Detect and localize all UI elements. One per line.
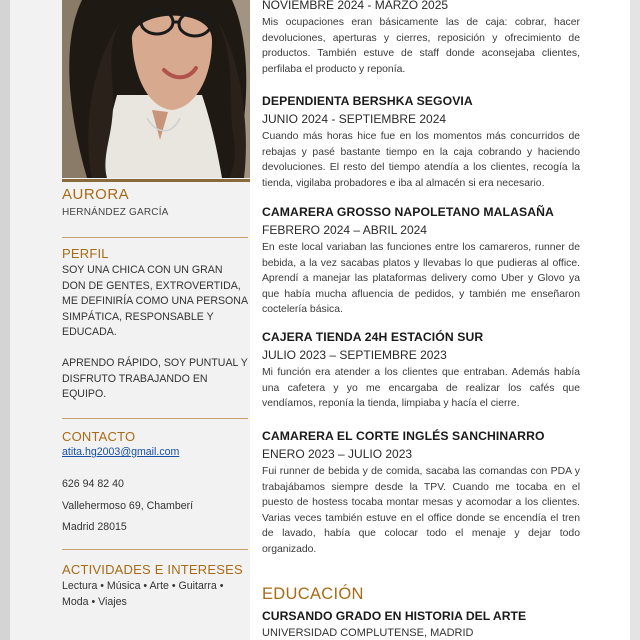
activities-line: Lectura • Música • Arte • Guitarra •	[62, 580, 224, 592]
experience-title: CAMARERA GROSSO NAPOLETANO MALASAÑA	[262, 205, 554, 219]
education-title: CURSANDO GRADO EN HISTORIA DEL ARTE	[262, 609, 527, 623]
experience-date: JULIO 2023 – SEPTIEMBRE 2023	[262, 348, 447, 362]
phone-number: 626 94 82 40	[62, 478, 124, 490]
experience-description: Cuando más horas hice fue en los momentos más concurridos de rebajas y pasé bastante tiempo en la caja cobrando y haciendo devoluciones. El resto del tiempo atendía a los clientes, recogía la tienda, vigilaba probadores e iba al almacén si era necesario.	[262, 131, 580, 189]
experience-date: JUNIO 2024 - SEPTIEMBRE 2024	[262, 112, 447, 126]
experience-item	[262, 0, 580, 77]
scan-edge-right	[630, 0, 640, 640]
section-divider	[62, 237, 248, 238]
profile-photo	[62, 0, 250, 178]
activities-heading: ACTIVIDADES E INTERESES	[62, 562, 243, 577]
experience-item	[262, 429, 580, 558]
experience-title: CAJERA TIENDA 24H ESTACIÓN SUR	[262, 330, 484, 344]
experience-date: FEBRERO 2024 – ABRIL 2024	[262, 223, 427, 237]
activities-line: Moda • Viajes	[62, 596, 127, 608]
section-divider	[62, 549, 248, 550]
education-heading: EDUCACIÓN	[262, 585, 364, 603]
experience-item	[262, 205, 580, 318]
profile-paragraph: SOY UNA CHICA CON UN GRAN DON DE GENTES, EXTROVERTIDA, ME DEFINIRÍA COMO UNA PERSONA SIMPÁTICA, RESPONSABLE Y EDUCADA.	[62, 264, 248, 338]
education-school: UNIVERSIDAD COMPLUTENSE, MADRID	[262, 627, 474, 639]
address-line: Vallehermoso 69, Chamberí	[62, 500, 194, 512]
experience-item	[262, 330, 580, 412]
section-divider	[62, 418, 248, 419]
address-city: Madrid 28015	[62, 521, 127, 533]
experience-description: Mi función era atender a los clientes que entraban. Además había una cafetera y yo me encargaba de realizar los cafés que vendíamos, reponía la tienda, limpiaba y hacía el cierre.	[262, 367, 580, 410]
experience-description: En este local variaban las funciones entre los camareros, runner de bebida, a la vez sacabas platos y llevabas lo que pudieras al office. Aprendí a manejar las plataformas delivery como Uber y Glovo ya que había mucha afluencia de pedidos, y también me enseñaron coctelería básica.	[262, 242, 580, 316]
experience-item	[262, 94, 580, 191]
scan-edge-left	[0, 0, 10, 640]
experience-description: Fui runner de bebida y de comida, sacaba las comandas con PDA y trabajábamos siempre desde la TPV. Cuando me tocaba en el puesto de hostess tocaba montar mesas y acomodar a los clientes. Varias veces también estuve en el office donde se encendía el tren de lavado, había que colocar todo el menaje y dejar todo organizado.	[262, 466, 580, 555]
profile-paragraph: APRENDO RÁPIDO, SOY PUNTUAL Y DISFRUTO TRABAJANDO EN EQUIPO.	[62, 357, 248, 400]
photo-divider	[62, 179, 250, 182]
contact-heading: CONTACTO	[62, 429, 136, 444]
experience-description: Mis ocupaciones eran básicamente las de caja: cobrar, hacer devoluciones, aperturas y cierres, reposición y ofrecimiento de productos. También estuve de staff donde aconsejaba clientes, perfilaba el producto y reponía.	[262, 17, 580, 75]
experience-date: ENERO 2023 – JULIO 2023	[262, 447, 413, 461]
sidebar	[10, 0, 250, 640]
experience-title: CAMARERA EL CORTE INGLÉS SANCHINARRO	[262, 429, 545, 443]
first-name: AURORA	[62, 186, 130, 203]
profile-heading: PERFIL	[62, 246, 109, 261]
last-name: HERNÁNDEZ GARCÍA	[62, 207, 169, 218]
experience-title: DEPENDIENTA BERSHKA SEGOVIA	[262, 94, 473, 108]
experience-date: NOVIEMBRE 2024 - MARZO 2025	[262, 0, 449, 12]
email-link[interactable]: atita.hg2003@gmail.com	[62, 446, 180, 458]
profile-photo-image	[62, 0, 250, 178]
